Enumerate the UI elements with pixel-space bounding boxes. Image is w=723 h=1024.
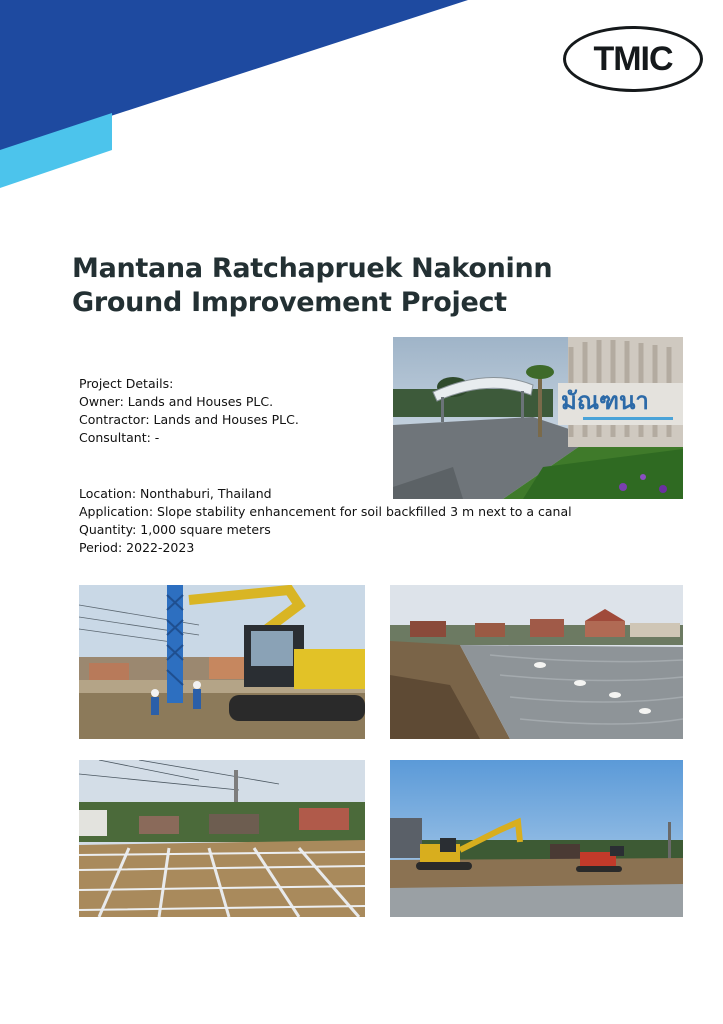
- owner-text: Owner: Lands and Houses PLC.: [79, 394, 274, 409]
- drain-grid-photo: [79, 760, 365, 917]
- tmic-logo: [563, 26, 703, 92]
- period-text: Period: 2022-2023: [79, 540, 195, 555]
- location-text: Location: Nonthaburi, Thailand: [79, 486, 272, 501]
- project-details: [79, 375, 299, 447]
- consultant-text: Consultant: -: [79, 430, 160, 445]
- details-heading: Project Details:: [79, 376, 174, 391]
- entrance-gate-photo: [393, 337, 683, 499]
- svg-text:มัณฑนา: มัณฑนา: [561, 388, 649, 415]
- page-title: [72, 252, 672, 320]
- quantity-text: Quantity: 1,000 square meters: [79, 522, 271, 537]
- pile-rig-excavator-photo: [79, 585, 365, 739]
- title-line-1: Mantana Ratchapruek Nakoninn: [72, 253, 553, 284]
- logo-text: TMIC: [593, 39, 673, 78]
- geotextile-slope-photo: [390, 585, 683, 739]
- excavator-site-photo: [390, 760, 683, 917]
- application-text: Application: Slope stability enhancement for soil backfilled 3 m next to a canal: [79, 504, 572, 519]
- contractor-text: Contractor: Lands and Houses PLC.: [79, 412, 299, 427]
- title-line-2: Ground Improvement Project: [72, 287, 507, 318]
